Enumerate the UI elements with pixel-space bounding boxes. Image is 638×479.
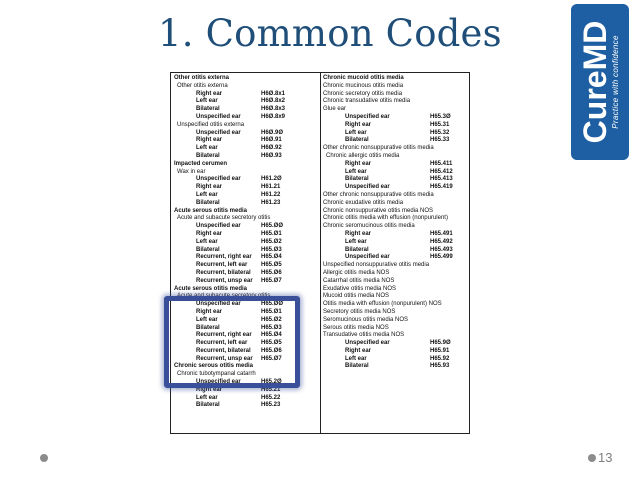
code-row [323,130,469,138]
code-row [174,91,318,99]
row-label: Chronic serous otitis media [174,363,254,370]
row-label: Right ear [196,184,223,191]
row-label: Bilateral [196,402,220,409]
icd-code: H65.22 [261,394,281,401]
description-row [323,309,469,317]
row-label: Impacted cerumen [174,160,228,167]
code-row [174,153,318,161]
logo-name: CureMD [577,20,613,144]
description-row [323,215,469,223]
code-row [323,137,469,145]
row-label: Right ear [196,308,223,315]
section-heading [174,161,318,169]
row-label: Recurrent, unsp ear [196,355,253,362]
code-row [323,176,469,184]
description-row [323,301,469,309]
description-row [323,106,469,114]
page-number: 13 [598,450,613,465]
row-label: Chronic mucinous otitis media [323,82,404,89]
row-label: Mucoid otitis media NOS [323,293,390,300]
code-row [174,98,318,106]
code-row [323,114,469,122]
row-label: Unspecified ear [196,379,241,386]
row-label: Other otitis externa [174,75,230,81]
row-label: Seromucinous otitis media NOS [323,316,409,323]
icd-code: H65.Ø5 [261,340,282,347]
description-row [323,192,469,200]
row-label: Bilateral [345,363,369,370]
icd-code: H65.33 [430,137,450,144]
row-label: Left ear [196,145,218,152]
row-label: Unspecified ear [345,184,390,191]
description-row [323,317,469,325]
code-row [323,363,469,371]
icd-code: H65.491 [430,230,453,237]
icd-code: H65.499 [430,254,453,261]
code-row [174,402,318,410]
row-label: Unspecified ear [345,340,390,347]
description-row [323,200,469,208]
code-row [174,223,318,231]
icd-code: H65.Ø2 [261,316,282,323]
row-label: Unspecified ear [196,113,241,120]
row-label: Unspecified otitis externa [177,121,245,128]
row-label: Right ear [345,347,372,354]
row-label: Bilateral [196,106,220,113]
row-label: Right ear [196,230,223,237]
icd-code: H65.9Ø [430,340,451,347]
icd-code: H65.Ø7 [261,355,282,362]
icd-code: H65.93 [430,363,450,370]
description-row [323,286,469,294]
code-row [174,231,318,239]
row-label: Bilateral [345,246,369,253]
icd-code: H65.493 [430,246,453,253]
row-label: Left ear [345,129,367,136]
icd-code: H65.413 [430,176,453,183]
code-row [323,340,469,348]
icd-code: H65.Ø4 [261,332,282,339]
row-label: Wax in ear [177,168,206,175]
code-row [174,200,318,208]
code-row [323,161,469,169]
icd-code: H65.23 [261,402,281,409]
description-row [174,122,318,130]
icd-code: H65.91 [430,347,450,354]
column-divider [320,73,321,433]
section-heading [323,75,469,83]
icd-code: H65.Ø6 [261,347,282,354]
row-label: Chronic tubotympanal catarrh [177,371,256,378]
row-label: Acute serous otitis media [174,207,248,214]
code-row [174,192,318,200]
code-row [323,254,469,262]
row-label: Chronic mucoid otitis media [323,75,404,81]
row-label: Left ear [345,238,367,245]
row-label: Acute serous otitis media [174,285,248,292]
row-label: Transudative otitis media NOS [323,332,405,339]
code-row [174,176,318,184]
row-label: Recurrent, bilateral [196,347,251,354]
row-label: Bilateral [196,152,220,159]
row-label: Serous otitis media NOS [323,324,389,331]
icd-code: H61.21 [261,184,281,191]
code-row [174,278,318,286]
row-label: Acute and subacute secretory otitis [177,293,271,300]
row-label: Right ear [345,230,372,237]
row-label: Right ear [196,137,223,144]
code-row [323,348,469,356]
row-label: Other chronic nonsuppurative otitis media [323,191,434,198]
row-label: Unspecified ear [345,113,390,120]
row-label: Chronic exudative otitis media [323,199,404,206]
row-label: Other chronic nonsuppurative otitis media [323,145,434,152]
row-label: Glue ear [323,106,347,113]
row-label: Right ear [196,386,223,393]
row-label: Otitis media with effusion (nonpurulent) NOS [323,301,442,308]
row-label: Exudative otitis media NOS [323,285,397,292]
description-row [323,332,469,340]
icd-code: H6Ø.8x9 [261,113,286,120]
row-label: Bilateral [345,176,369,183]
row-label: Other otitis externa [177,82,228,89]
section-heading [174,208,318,216]
row-label: Right ear [196,90,223,97]
description-row [323,278,469,286]
description-row [174,215,318,223]
row-label: Unspecified ear [196,176,241,183]
icd-code: H65.31 [430,121,450,128]
row-label: Left ear [345,168,367,175]
code-row [174,247,318,255]
icd-code: H65.Ø3 [261,324,282,331]
code-row [323,169,469,177]
description-row [323,293,469,301]
icd-code: H6Ø.9Ø [261,129,284,136]
row-label: Unspecified ear [196,129,241,136]
icd-code: H65.412 [430,168,453,175]
icd-code: H65.Ø6 [261,269,282,276]
icd-code: H6Ø.8x3 [261,106,286,113]
description-row [323,208,469,216]
code-row [174,270,318,278]
row-label: Catarrhal otitis media NOS [323,277,395,284]
row-label: Recurrent, right ear [196,254,252,261]
code-row [174,239,318,247]
curemd-logo [571,4,629,160]
row-label: Chronic transudative otitis media [323,98,411,105]
icd-code: H65.21 [261,386,281,393]
section-heading [174,286,318,294]
description-row [323,91,469,99]
row-label: Secretory otitis media NOS [323,308,396,315]
icd-code: H65.3Ø [430,113,451,120]
row-label: Recurrent, right ear [196,332,252,339]
row-label: Left ear [196,98,218,105]
code-row [323,231,469,239]
code-row [174,137,318,145]
highlight-box [164,296,300,388]
icd-code: H65.Ø5 [261,262,282,269]
section-heading [174,75,318,83]
description-row [323,270,469,278]
icd-code: H6Ø.92 [261,145,282,152]
icd-code: H65.Ø1 [261,230,282,237]
icd-code: H6Ø.8x2 [261,98,286,105]
icd-code: H65.419 [430,184,453,191]
row-label: Left ear [196,394,218,401]
row-label: Right ear [345,121,372,128]
code-row [174,184,318,192]
code-row [323,122,469,130]
row-label: Chronic secretory otitis media [323,90,403,97]
code-row [174,130,318,138]
row-label: Bilateral [196,246,220,253]
icd-code: H65.ØØ [261,223,284,230]
footer-dot-left [40,454,48,462]
code-row [174,395,318,403]
code-row [174,106,318,114]
icd-code: H65.492 [430,238,453,245]
description-row [323,145,469,153]
row-label: Bilateral [345,137,369,144]
icd-code: H65.Ø1 [261,308,282,315]
description-row [323,153,469,161]
right-column [323,75,469,371]
row-label: Unspecified ear [345,254,390,261]
description-row [323,325,469,333]
icd-code: H61.23 [261,199,281,206]
icd-code: H61.2Ø [261,176,282,183]
row-label: Left ear [345,355,367,362]
row-label: Unspecified ear [196,223,241,230]
icd-code: H65.411 [430,160,453,167]
row-label: Chronic otitis media with effusion (nonpurulent) [323,215,448,222]
row-label: Allergic otitis media NOS [323,269,390,276]
code-row [174,262,318,270]
icd-code: H65.Ø3 [261,246,282,253]
icd-code: H65.Ø7 [261,277,282,284]
row-label: Bilateral [196,324,220,331]
description-row [323,98,469,106]
icd-code: H65.Ø2 [261,238,282,245]
row-label: Recurrent, left ear [196,262,248,269]
description-row [323,83,469,91]
icd-code: H6Ø.91 [261,137,282,144]
code-row [174,254,318,262]
row-label: Unspecified nonsuppurative otitis media [323,262,430,269]
row-label: Chronic seromucinous otitis media [323,223,415,230]
code-row [174,387,318,395]
icd-code: H61.22 [261,191,281,198]
row-label: Right ear [345,160,372,167]
description-row [174,169,318,177]
code-row [174,114,318,122]
row-label: Left ear [196,238,218,245]
code-row [323,184,469,192]
logo-tagline: Practice with confidence [611,35,620,129]
description-row [323,262,469,270]
row-label: Recurrent, bilateral [196,269,251,276]
icd-code: H65.Ø4 [261,254,282,261]
icd-code: H6Ø.8x1 [261,90,286,97]
slide-title: 1. Common Codes [158,12,502,55]
row-label: Chronic allergic otitis media [326,152,400,159]
code-row [323,239,469,247]
description-row [323,223,469,231]
row-label: Recurrent, unsp ear [196,277,253,284]
icd-code: H65.2Ø [261,379,282,386]
row-label: Acute and subacute secretory otitis [177,215,271,222]
description-row [174,83,318,91]
icd-code: H65.92 [430,355,450,362]
icd-code: H65.32 [430,129,450,136]
icd-code: H65.ØØ [261,301,284,308]
row-label: Recurrent, left ear [196,340,248,347]
row-label: Left ear [196,191,218,198]
code-row [323,356,469,364]
footer-dot-right [588,454,596,462]
row-label: Unspecified ear [196,301,241,308]
code-row [323,247,469,255]
row-label: Left ear [196,316,218,323]
code-row [174,145,318,153]
row-label: Chronic nonsuppurative otitis media NOS [323,207,434,214]
row-label: Bilateral [196,199,220,206]
icd-code: H6Ø.93 [261,152,282,159]
